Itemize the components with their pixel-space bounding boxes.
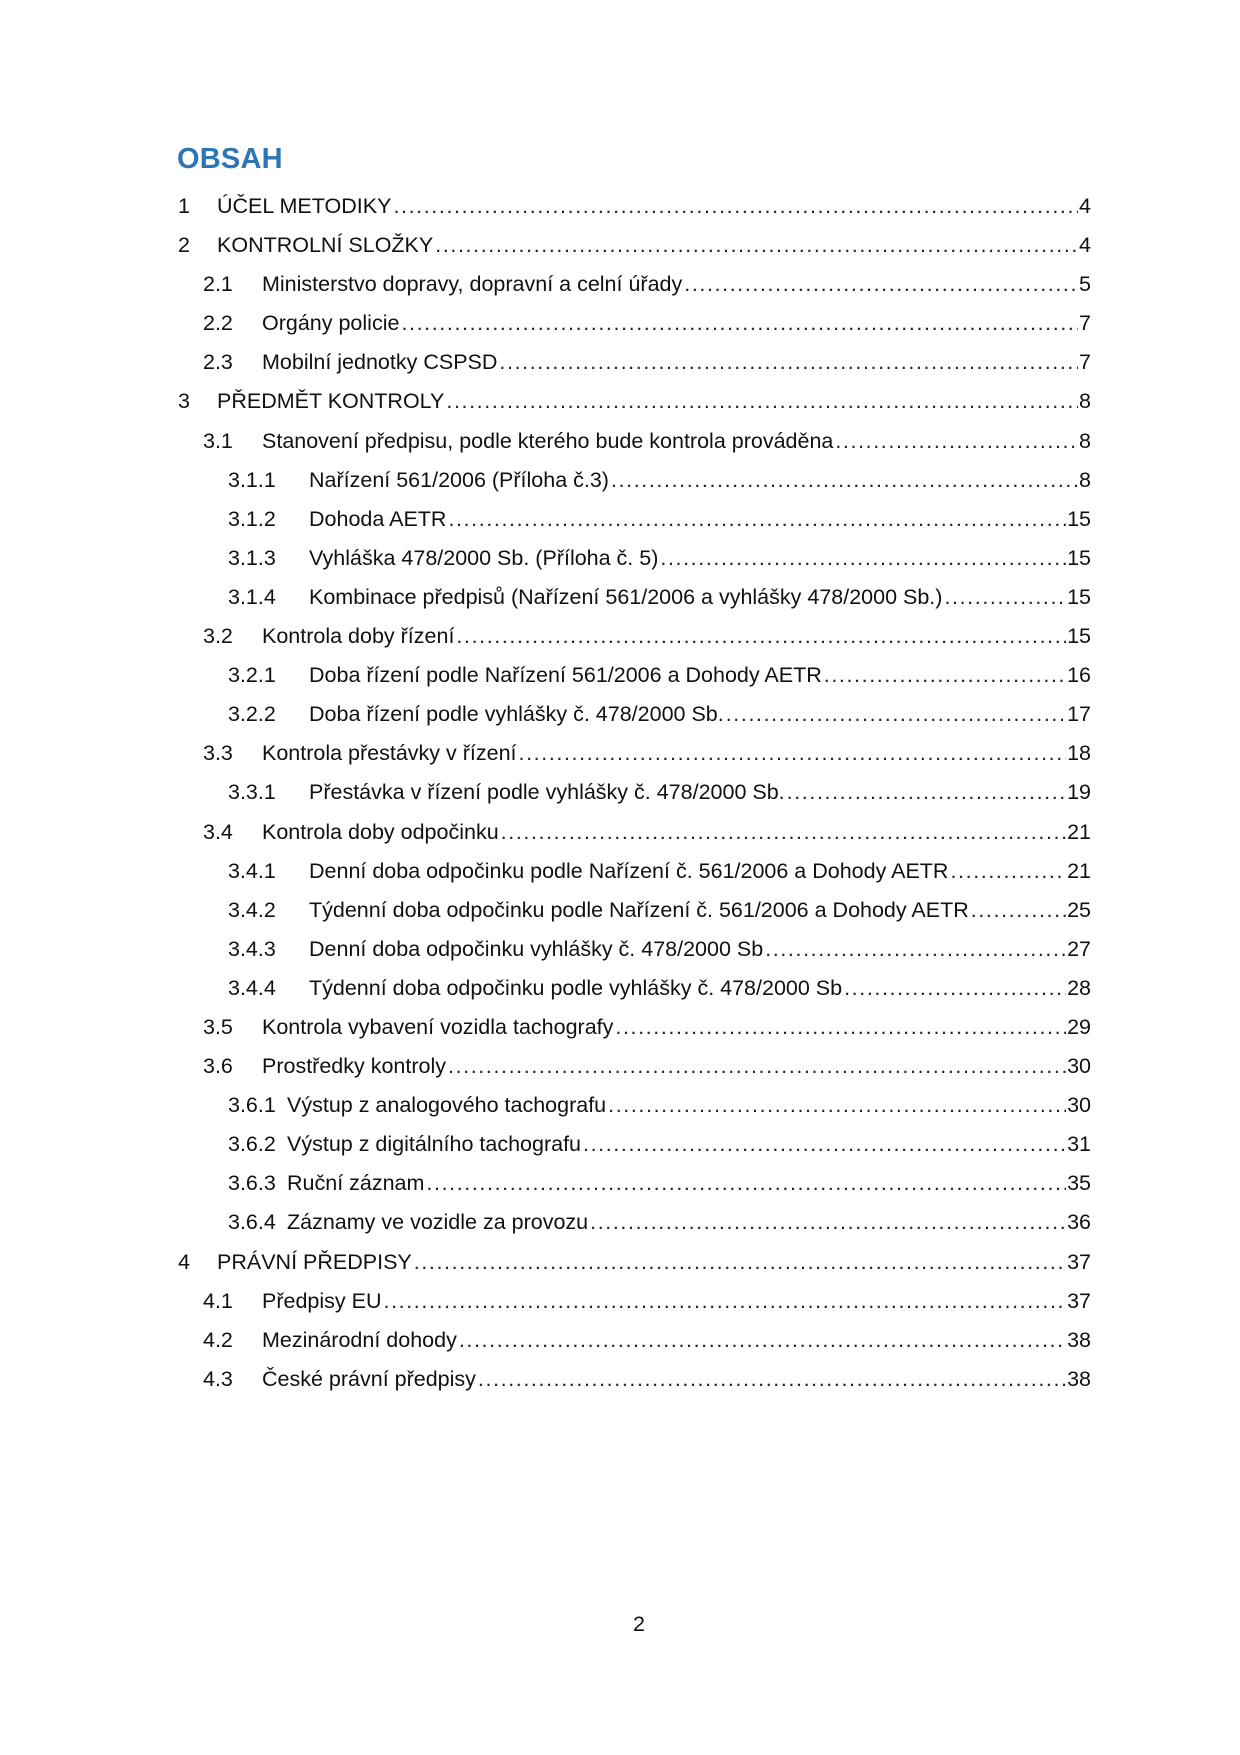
dot-leader [726, 695, 1066, 734]
toc-entry-title[interactable]: Mezinárodní dohody [262, 1327, 457, 1352]
toc-entry[interactable] [0, 539, 1240, 578]
toc-entry-title[interactable]: Orgány policie [262, 311, 400, 336]
toc-entry-body [309, 656, 1091, 695]
dot-leader [414, 1243, 1066, 1282]
toc-entry-number: 3.6 [203, 1054, 233, 1079]
toc-entry[interactable] [0, 1282, 1240, 1321]
toc-entry[interactable] [0, 617, 1240, 656]
toc-entry-number: 3.4.2 [228, 897, 276, 922]
dot-leader [787, 773, 1066, 812]
toc-entry-page[interactable]: 7 [1079, 311, 1091, 336]
toc-entry-page[interactable]: 8 [1079, 389, 1091, 414]
dot-leader [835, 422, 1078, 461]
toc-entry-body [217, 1243, 1091, 1282]
toc-entry-page[interactable]: 38 [1067, 1366, 1091, 1391]
toc-entry-body [217, 226, 1091, 265]
dot-leader [519, 734, 1067, 773]
dot-leader [446, 382, 1078, 421]
toc-entry-title[interactable]: Předpisy EU [262, 1288, 382, 1313]
toc-entry-number: 3.1.4 [228, 584, 276, 609]
dot-leader [448, 1047, 1066, 1086]
toc-entry-number: 4.1 [203, 1288, 233, 1313]
toc-entry-number: 2.2 [203, 311, 233, 336]
toc-entry-page[interactable]: 15 [1067, 545, 1091, 570]
toc-entry[interactable] [0, 969, 1240, 1008]
toc-entry-number: 3.5 [203, 1014, 233, 1039]
toc-entry-body [309, 930, 1091, 969]
toc-entry-page[interactable]: 30 [1067, 1054, 1091, 1079]
toc-entry[interactable] [0, 891, 1240, 930]
toc-entry[interactable] [0, 578, 1240, 617]
dot-leader [824, 656, 1066, 695]
toc-entry-page[interactable]: 16 [1067, 663, 1091, 688]
toc-entry[interactable] [0, 852, 1240, 891]
toc-entry-number: 3.4.1 [228, 858, 276, 883]
toc-entry-body [262, 1008, 1091, 1047]
toc-entry-title[interactable]: Doba řízení podle Nařízení 561/2006 a Dohody AETR [309, 663, 822, 688]
toc-entry-title[interactable]: Nařízení 561/2006 (Příloha č.3) [309, 467, 609, 492]
toc-entry-page[interactable]: 37 [1067, 1288, 1091, 1313]
toc-entry[interactable] [0, 1008, 1240, 1047]
toc-entry-title[interactable]: Mobilní jednotky CSPSD [262, 350, 498, 375]
toc-entry[interactable] [0, 1086, 1240, 1125]
toc-entry-body [262, 422, 1091, 461]
toc-entry-number: 4.2 [203, 1327, 233, 1352]
toc-entry-number: 3.6.2 [228, 1132, 276, 1157]
toc-entry[interactable] [0, 1164, 1240, 1203]
dot-leader [478, 1360, 1066, 1399]
toc-entry-page[interactable]: 27 [1067, 936, 1091, 961]
toc-entry-number: 3.1.1 [228, 467, 276, 492]
toc-entry-number: 3 [178, 389, 190, 414]
toc-entry-title[interactable]: Kontrola přestávky v řízení [262, 741, 517, 766]
toc-entry-body [309, 578, 1091, 617]
toc-entry-body [262, 617, 1091, 656]
toc-entry-body [309, 852, 1091, 891]
toc-entry-number: 2 [178, 233, 190, 258]
toc-entry-title[interactable]: Týdenní doba odpočinku podle vyhlášky č. 478/2000 Sb [309, 975, 843, 1000]
toc-entry[interactable] [0, 265, 1240, 304]
toc-entry-title[interactable]: Vyhláška 478/2000 Sb. (Příloha č. 5) [309, 545, 659, 570]
toc-entry[interactable] [0, 500, 1240, 539]
toc-entry-page[interactable]: 4 [1079, 194, 1091, 218]
toc-entry-number: 3.6.3 [228, 1171, 276, 1196]
dot-leader [435, 226, 1078, 265]
toc-entry-body [309, 461, 1091, 500]
dot-leader [456, 617, 1066, 656]
toc-entry-title[interactable]: Týdenní doba odpočinku podle Nařízení č. 561/2006 a Dohody AETR [309, 897, 969, 922]
toc-entry-title[interactable]: PRÁVNÍ PŘEDPISY [217, 1249, 412, 1274]
toc-entry-page[interactable]: 18 [1067, 741, 1091, 766]
toc-entry-body [262, 734, 1091, 773]
dot-leader [950, 852, 1066, 891]
toc-entry-body [309, 695, 1091, 734]
toc-entry[interactable] [0, 656, 1240, 695]
toc-entry-body [262, 265, 1091, 304]
toc-entry-title[interactable]: Denní doba odpočinku vyhlášky č. 478/2000 Sb [309, 936, 764, 961]
toc-entry[interactable] [0, 226, 1240, 265]
toc-entry-body [217, 187, 1091, 226]
toc-entry-number: 3.3 [203, 741, 233, 766]
toc-entry-page[interactable]: 15 [1067, 624, 1091, 649]
toc-entry-body [309, 891, 1091, 930]
toc-entry-body [309, 773, 1091, 812]
dot-leader [611, 461, 1078, 500]
toc-entry-page[interactable]: 28 [1067, 975, 1091, 1000]
dot-leader [944, 578, 1066, 617]
toc-entry-page[interactable]: 35 [1067, 1171, 1091, 1196]
dot-leader [448, 500, 1066, 539]
toc-entry[interactable] [0, 1360, 1240, 1399]
toc-entry-body [217, 382, 1091, 421]
toc-entry-body [287, 1164, 1091, 1203]
toc-entry-body [309, 500, 1091, 539]
toc-entry-number: 3.6.4 [228, 1210, 276, 1235]
toc-entry-title[interactable]: Doba řízení podle vyhlášky č. 478/2000 Sb. [309, 702, 724, 727]
dot-leader [499, 343, 1078, 382]
dot-leader [660, 539, 1066, 578]
toc-entry-number: 3.1 [203, 428, 233, 453]
toc-entry-number: 2.3 [203, 350, 233, 375]
toc-entry-number: 4.3 [203, 1366, 233, 1391]
toc-entry[interactable] [0, 461, 1240, 500]
toc-entry-number: 4 [178, 1249, 190, 1274]
toc-entry-body [262, 1360, 1091, 1399]
toc-entry-page[interactable]: 15 [1067, 584, 1091, 609]
toc-entry-title[interactable]: Výstup z analogového tachografu [287, 1093, 607, 1118]
toc-entry-page[interactable]: 25 [1067, 897, 1091, 922]
toc-entry[interactable] [0, 734, 1240, 773]
toc-entry-page[interactable]: 29 [1067, 1014, 1091, 1039]
dot-leader [590, 1203, 1066, 1242]
toc-entry[interactable] [0, 1047, 1240, 1086]
toc-entry-number: 3.4.4 [228, 975, 276, 1000]
toc-entry-number: 3.2 [203, 624, 233, 649]
toc-entry-page[interactable]: 21 [1067, 858, 1091, 883]
toc-entry-title[interactable]: Ruční záznam [287, 1171, 425, 1196]
toc-entry-body [262, 343, 1091, 382]
toc-entry-number: 2.1 [203, 272, 233, 297]
toc-entry-body [309, 539, 1091, 578]
toc-entry[interactable] [0, 1321, 1240, 1360]
toc-entry-number: 1 [178, 194, 190, 218]
toc-entry[interactable] [0, 382, 1240, 421]
dot-leader [401, 304, 1078, 343]
toc-entry-page[interactable]: 8 [1079, 467, 1091, 492]
toc-entry-page[interactable]: 37 [1067, 1249, 1091, 1274]
toc-entry-number: 3.4 [203, 819, 233, 844]
toc-entry-page[interactable]: 8 [1079, 428, 1091, 453]
dot-leader [426, 1164, 1066, 1203]
toc-entry-title[interactable]: Denní doba odpočinku podle Nařízení č. 561/2006 a Dohody AETR [309, 858, 949, 883]
toc-entry-title[interactable]: Výstup z digitálního tachografu [287, 1132, 582, 1157]
toc-entry[interactable] [0, 1203, 1240, 1242]
toc-entry-title[interactable]: ÚČEL METODIKY [217, 194, 392, 218]
toc-entry-number: 3.3.1 [228, 780, 276, 805]
toc-entry-page[interactable]: 36 [1067, 1210, 1091, 1235]
toc-entry[interactable] [0, 813, 1240, 852]
toc-entry-number: 3.1.2 [228, 506, 276, 531]
toc-entry-number: 3.2.1 [228, 663, 276, 688]
toc-entry[interactable] [0, 422, 1240, 461]
page-number: 2 [633, 1612, 645, 1636]
toc-entry-title[interactable]: Prostředky kontroly [262, 1054, 447, 1079]
toc-entry[interactable] [0, 773, 1240, 812]
toc-entry-body [287, 1086, 1091, 1125]
toc-entry-page[interactable]: 30 [1067, 1093, 1091, 1118]
toc-entry-page[interactable]: 4 [1079, 233, 1091, 258]
toc-entry[interactable] [0, 930, 1240, 969]
toc-entry-page[interactable]: 5 [1079, 272, 1091, 297]
toc-entry[interactable] [0, 1243, 1240, 1282]
toc-entry-title[interactable]: Kontrola doby řízení [262, 624, 455, 649]
toc-entry-body [262, 813, 1091, 852]
toc-entry-number: 3.6.1 [228, 1093, 276, 1118]
toc-entry-title[interactable]: Ministerstvo dopravy, dopravní a celní úřady [262, 272, 683, 297]
toc-entry-number: 3.4.3 [228, 936, 276, 961]
dot-leader [393, 187, 1078, 226]
toc-entry-title[interactable]: Kombinace předpisů (Nařízení 561/2006 a vyhlášky 478/2000 Sb.) [309, 584, 943, 609]
toc-entry[interactable] [0, 187, 1240, 226]
dot-leader [684, 265, 1078, 304]
toc-entry-body [287, 1203, 1091, 1242]
toc-entry-title[interactable]: Přestávka v řízení podle vyhlášky č. 478/2000 Sb. [309, 780, 785, 805]
toc-entry-body [262, 1321, 1091, 1360]
toc-entry-body [262, 304, 1091, 343]
toc-entry-page[interactable]: 38 [1067, 1327, 1091, 1352]
toc-entry-page[interactable]: 21 [1067, 819, 1091, 844]
toc-entry-page[interactable]: 17 [1067, 702, 1091, 727]
dot-leader [971, 891, 1066, 930]
toc-entry-body [309, 969, 1091, 1008]
toc-entry-page[interactable]: 15 [1067, 506, 1091, 531]
toc-entry-body [262, 1047, 1091, 1086]
dot-leader [501, 813, 1066, 852]
toc-entry-title[interactable]: KONTROLNÍ SLOŽKY [217, 233, 434, 258]
dot-leader [583, 1125, 1066, 1164]
dot-leader [844, 969, 1066, 1008]
toc-entry[interactable] [0, 304, 1240, 343]
toc-heading: OBSAH [177, 143, 283, 175]
toc-entry[interactable] [0, 343, 1240, 382]
toc-entry-title[interactable]: Záznamy ve vozidle za provozu [287, 1210, 589, 1235]
dot-leader [459, 1321, 1066, 1360]
toc-entry-page[interactable]: 19 [1067, 780, 1091, 805]
toc-entry-title[interactable]: Stanovení předpisu, podle kterého bude kontrola prováděna [262, 428, 834, 453]
toc-entry-number: 3.2.2 [228, 702, 276, 727]
toc-entry-body [287, 1125, 1091, 1164]
toc-entry-title[interactable]: Kontrola doby odpočinku [262, 819, 499, 844]
toc-entry[interactable] [0, 695, 1240, 734]
dot-leader [384, 1282, 1067, 1321]
toc-entry-page[interactable]: 31 [1067, 1132, 1091, 1157]
toc-entry-title[interactable]: Kontrola vybavení vozidla tachografy [262, 1014, 614, 1039]
toc-entry-title[interactable]: České právní předpisy [262, 1366, 476, 1391]
dot-leader [765, 930, 1066, 969]
toc-entry[interactable] [0, 1125, 1240, 1164]
toc-entry-body [262, 1282, 1091, 1321]
dot-leader [608, 1086, 1066, 1125]
toc-entry-page[interactable]: 7 [1079, 350, 1091, 375]
toc-entry-title[interactable]: PŘEDMĚT KONTROLY [217, 389, 445, 414]
table-of-contents [0, 187, 1240, 1399]
toc-entry-title[interactable]: Dohoda AETR [309, 506, 447, 531]
dot-leader [615, 1008, 1066, 1047]
toc-entry-number: 3.1.3 [228, 545, 276, 570]
